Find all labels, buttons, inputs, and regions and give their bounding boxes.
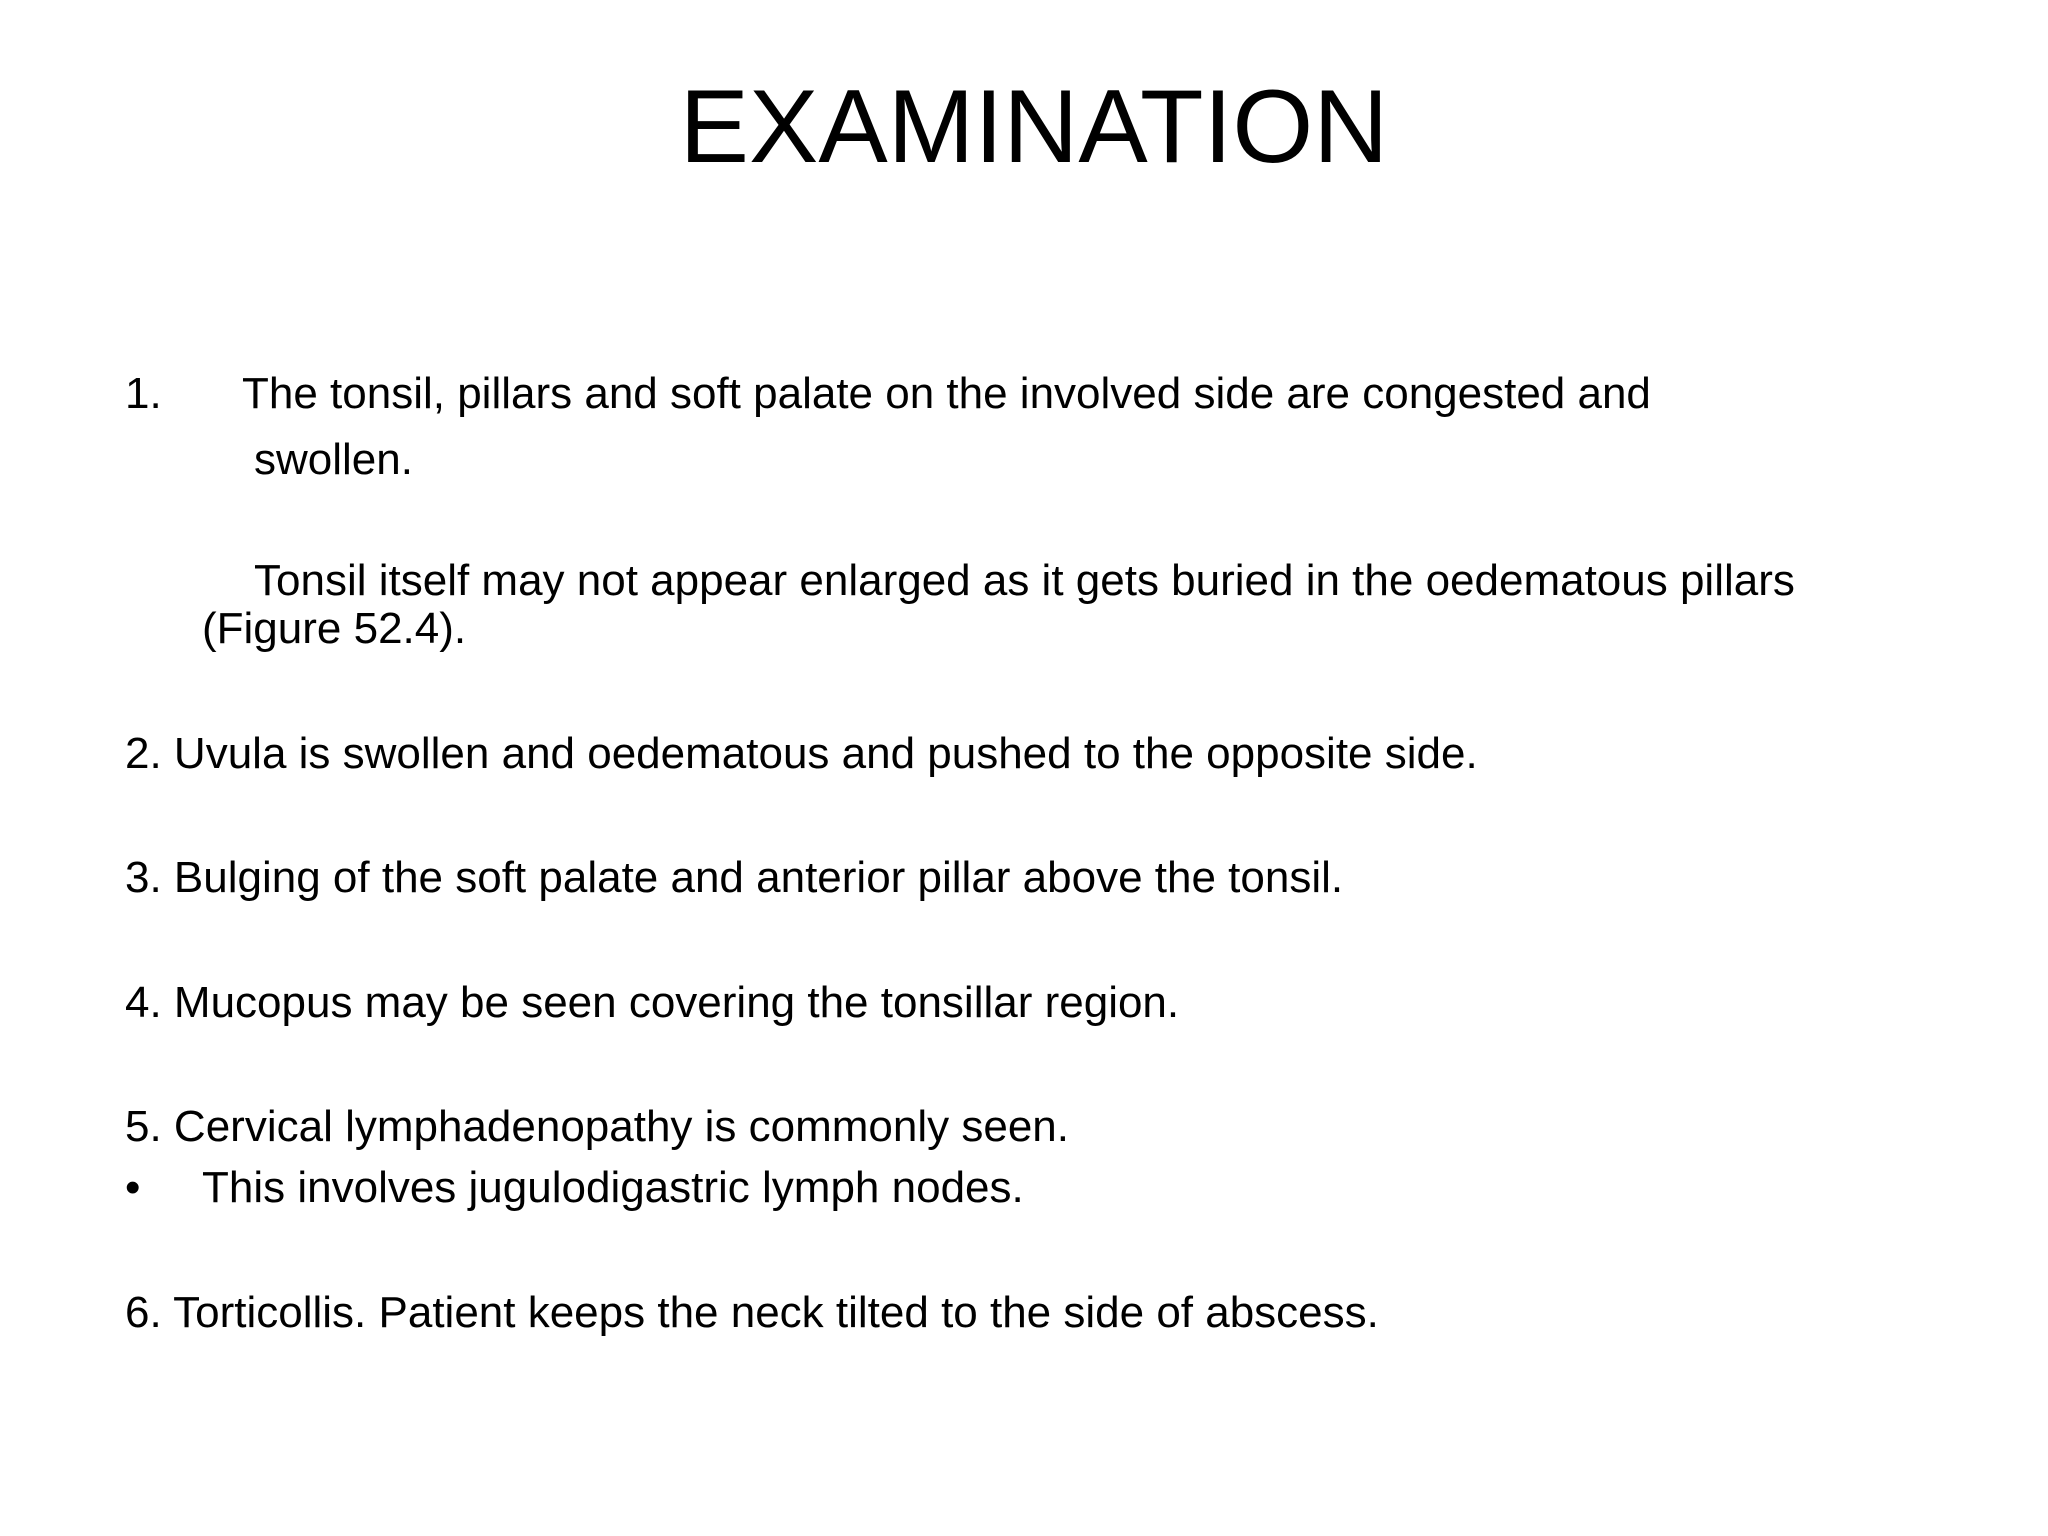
- slide-title-text: EXAMINATION: [679, 69, 1389, 185]
- point-5: 5. Cervical lymphadenopathy is commonly seen.: [125, 1102, 1070, 1151]
- point-1-sub-line-2: (Figure 52.4).: [202, 604, 467, 653]
- slide-title: [0, 62, 2048, 192]
- point-4: 4. Mucopus may be seen covering the tonsillar region.: [125, 978, 1180, 1027]
- point-1-line-1: The tonsil, pillars and soft palate on the involved side are congested and: [242, 369, 1651, 418]
- point-1-line-2: swollen.: [254, 435, 413, 484]
- point-3: 3. Bulging of the soft palate and anterior pillar above the tonsil.: [125, 853, 1344, 902]
- point-5-bullet-text: This involves jugulodigastric lymph nodes.: [202, 1163, 1024, 1212]
- point-5-bullet-marker: •: [125, 1163, 141, 1212]
- point-1-sub-line-1: Tonsil itself may not appear enlarged as it gets buried in the oedematous pillars: [254, 556, 1795, 605]
- point-6: 6. Torticollis. Patient keeps the neck tilted to the side of abscess.: [125, 1288, 1379, 1337]
- point-2: 2. Uvula is swollen and oedematous and pushed to the opposite side.: [125, 729, 1478, 778]
- point-1-number: 1.: [125, 369, 162, 418]
